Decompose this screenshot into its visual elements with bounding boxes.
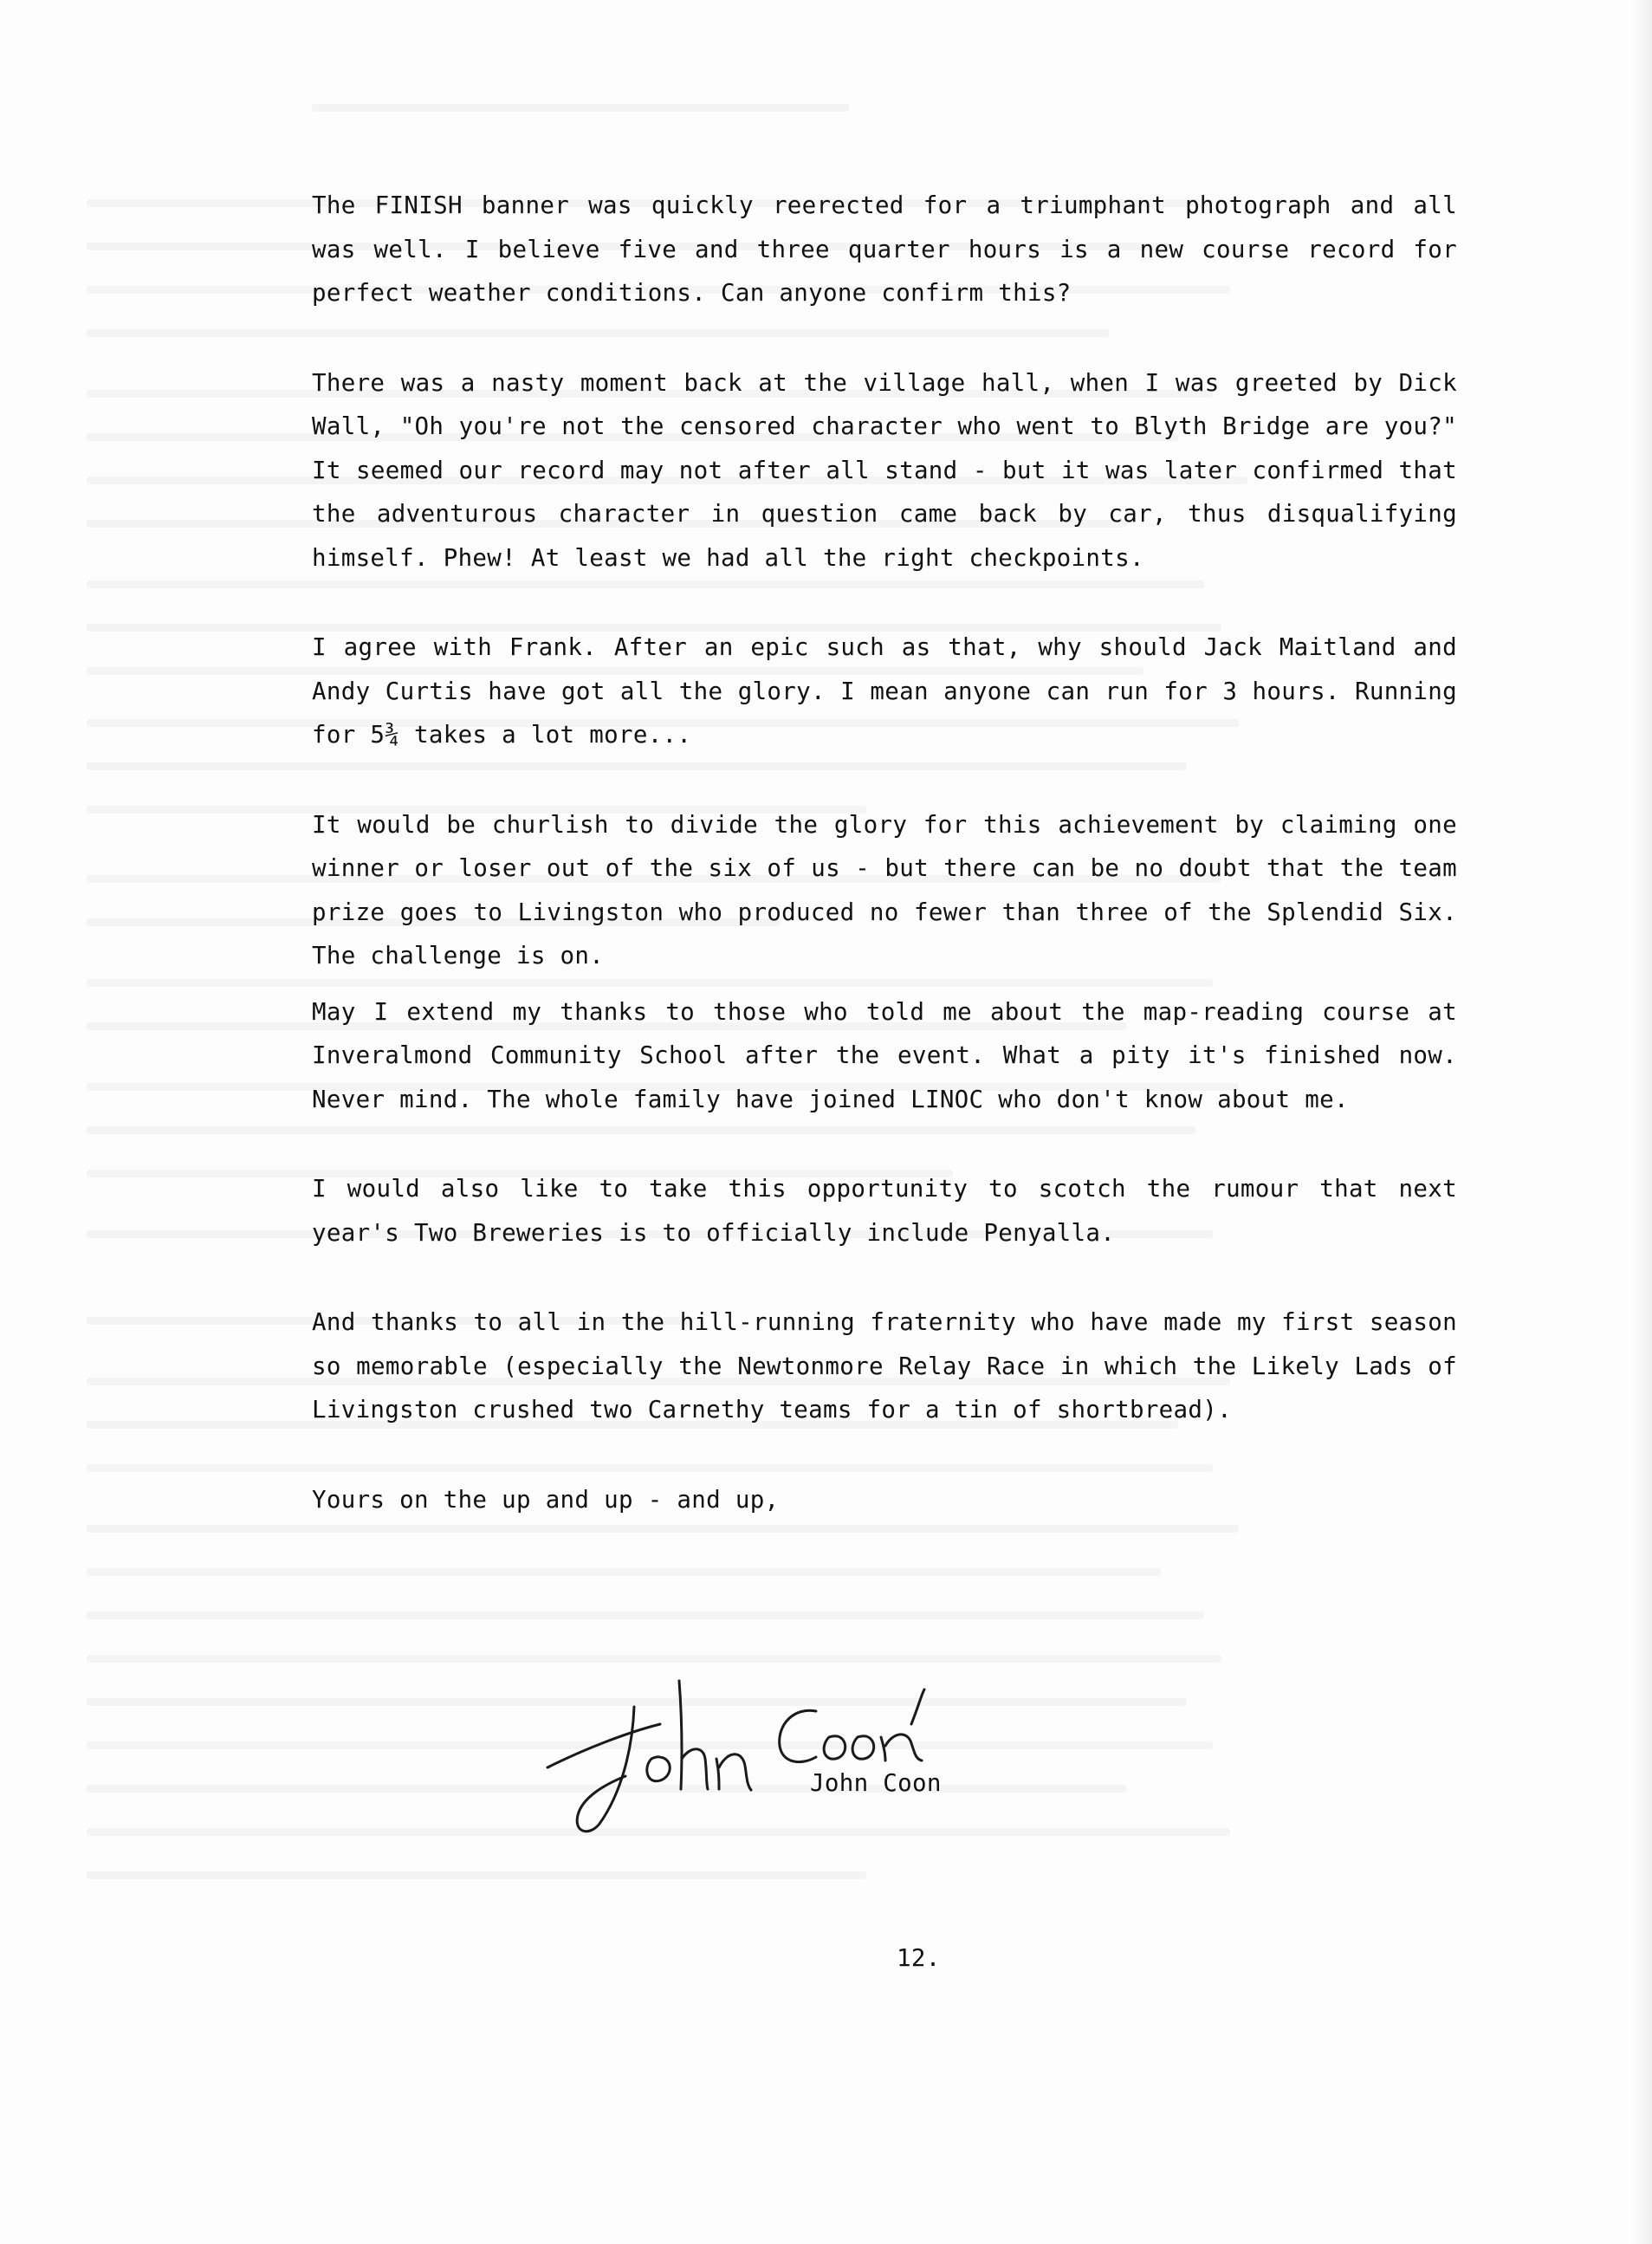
paragraph-agree-with-frank: I agree with Frank. After an epic such as that, why should Jack Maitland and Andy Curtis have got all the glory. I mean anyone can run for 3 hours. Running for 5¾ takes a lot more... [312,633,1457,749]
paragraph-thanks: And thanks to all in the hill-running fraternity who have made my first season so memorable (especially the Newtonmore Relay Race in which the Likely Lads of Livingston crushed two Carnethy teams for a tin of shortbread). [312,1308,1457,1424]
page-number: 12. [897,1944,941,1972]
signer-name: John Coon [810,1769,942,1797]
paragraph-map-reading: May I extend my thanks to those who told me about the map-reading course at Inveralmond Community School after the event. What a pity it's finished now. Never mind. The whole family have joined LINOC who don't know about me. [312,997,1457,1113]
handwritten-signature [530,1629,937,1845]
paragraph-two-breweries: I would also like to take this opportunity to scotch the rumour that next year's Two Breweries is to officially include Penyalla. [312,1175,1457,1247]
paragraph-village-hall: There was a nasty moment back at the village hall, when I was greeted by Dick Wall, "Oh you're not the censored character who went to Blyth Bridge are you?" It seemed our record may not after all stand - but it was later confirmed that the adventurous character in question came back by car, thus disqualifying himself. Phew! At least we had all the right checkpoints. [312,368,1457,572]
paragraph-team-prize: It would be churlish to divide the glory for this achievement by claiming one winner or loser out of the six of us - but there can be no doubt that the team prize goes to Livingston who produced no fewer than three of the Splendid Six. The challenge is on. [312,810,1457,970]
letter-body [312,184,1457,1567]
page-edge-shadow [1633,0,1652,2244]
paragraph-sign-off: Yours on the up and up - and up, [312,1485,780,1514]
paragraph-finish-banner: The FINISH banner was quickly reerected for a triumphant photograph and all was well. I believe five and three quarter hours is a new course record for perfect weather conditions. Can anyone confirm this? [312,191,1457,307]
